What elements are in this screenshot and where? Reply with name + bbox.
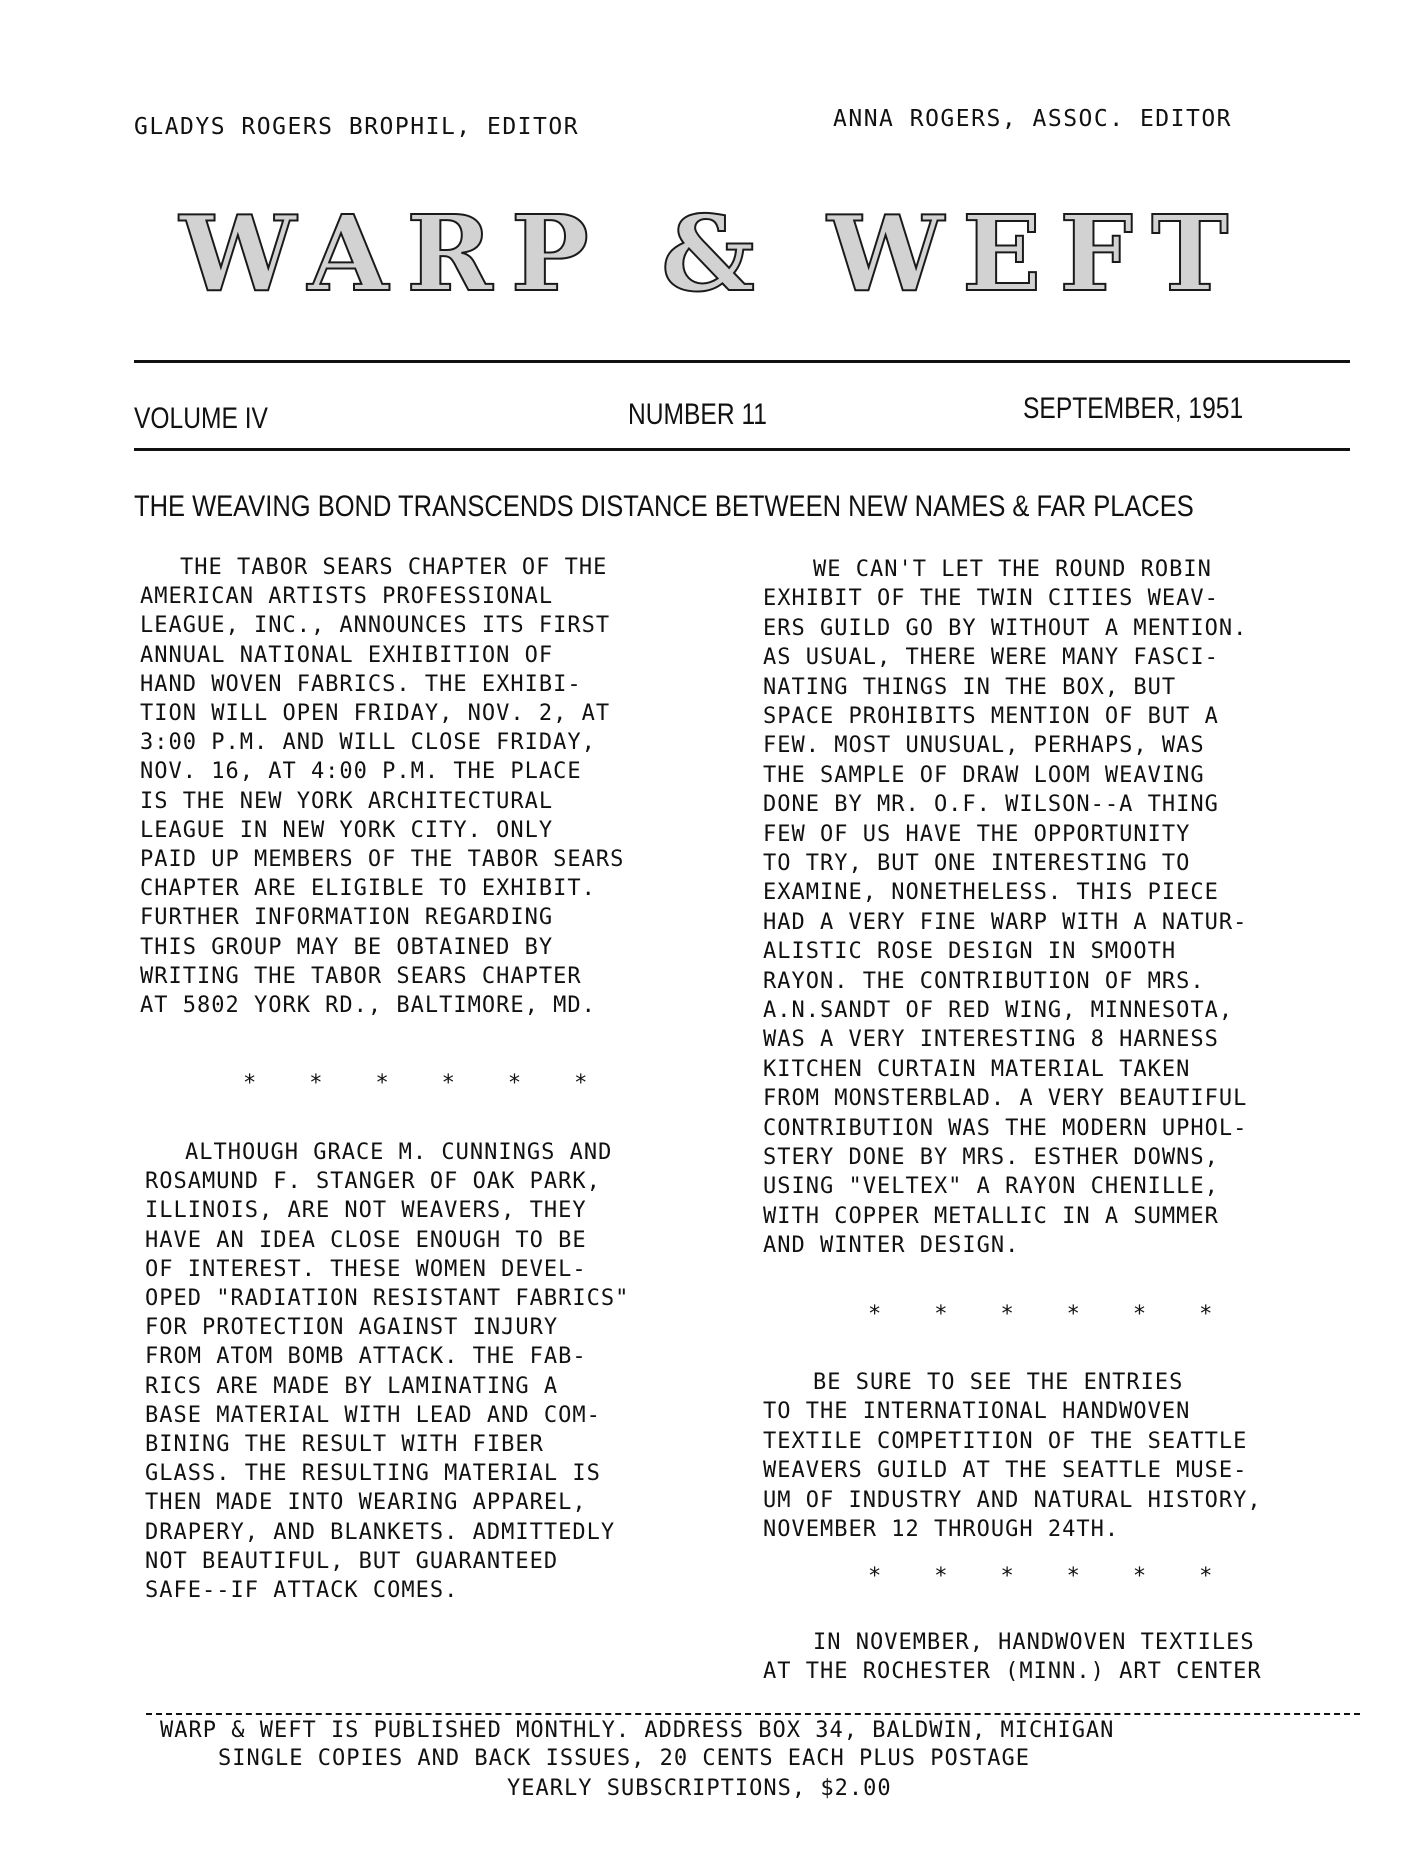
text-line: TION WILL OPEN FRIDAY, NOV. 2, AT [140, 701, 611, 726]
text-line: SAFE--IF ATTACK COMES. [145, 1578, 459, 1603]
text-line: IS THE NEW YORK ARCHITECTURAL [140, 788, 554, 814]
text-line: NOVEMBER 12 THROUGH 24TH. [763, 1517, 1120, 1542]
text-line: EXHIBIT OF THE TWIN CITIES WEAV- [763, 586, 1219, 612]
volume-label: VOLUME IV [134, 402, 268, 435]
text-line: HAVE AN IDEA CLOSE ENOUGH TO BE [145, 1227, 587, 1253]
separator-stars: * * * * * * [243, 1071, 588, 1096]
text-line: THE TABOR SEARS CHAPTER OF THE [180, 555, 608, 580]
text-line: PAID UP MEMBERS OF THE TABOR SEARS [140, 847, 625, 872]
text-line: FROM ATOM BOMB ATTACK. THE FAB- [145, 1344, 587, 1370]
text-line: AS USUAL, THERE WERE MANY FASCI- [763, 645, 1219, 671]
text-line: CONTRIBUTION WAS THE MODERN UPHOL- [763, 1115, 1248, 1141]
text-line: IN NOVEMBER, HANDWOVEN TEXTILES [813, 1630, 1255, 1655]
text-line: ERS GUILD GO BY WITHOUT A MENTION. [763, 615, 1248, 641]
text-line: OF INTEREST. THESE WOMEN DEVEL- [145, 1256, 587, 1282]
text-line: DRAPERY, AND BLANKETS. ADMITTEDLY [145, 1519, 616, 1545]
text-line: NOV. 16, AT 4:00 P.M. THE PLACE [140, 759, 582, 785]
text-line: A.N.SANDT OF RED WING, MINNESOTA, [763, 998, 1234, 1023]
text-line: CHAPTER ARE ELIGIBLE TO EXHIBIT. [140, 876, 596, 902]
tagline: THE WEAVING BOND TRANSCENDS DISTANCE BETWEEN NEW NAMES & FAR PLACES [134, 490, 1194, 523]
footer-rule [146, 1713, 1360, 1715]
masthead-title: WARP & WEFT [179, 192, 1247, 315]
text-line: HAD A VERY FINE WARP WITH A NATUR- [763, 909, 1248, 935]
text-line: WE CAN'T LET THE ROUND ROBIN [813, 557, 1212, 582]
text-line: NATING THINGS IN THE BOX, BUT [763, 674, 1177, 700]
separator-stars: * * * * * * [868, 1302, 1213, 1327]
text-line: THE SAMPLE OF DRAW LOOM WEAVING [763, 762, 1205, 788]
top-rule [134, 360, 1350, 363]
text-line: AND WINTER DESIGN. [763, 1233, 1020, 1259]
text-line: LEAGUE IN NEW YORK CITY. ONLY [140, 817, 554, 843]
text-line: TO THE INTERNATIONAL HANDWOVEN [763, 1399, 1191, 1425]
text-line: USING "VELTEX" A RAYON CHENILLE, [763, 1174, 1219, 1200]
text-line: WEAVERS GUILD AT THE SEATTLE MUSE- [763, 1458, 1248, 1484]
issue-rule [134, 448, 1350, 451]
issue-date: SEPTEMBER, 1951 [1023, 392, 1244, 425]
text-line: FROM MONSTERBLAD. A VERY BEAUTIFUL [763, 1086, 1248, 1112]
text-line: WITH COPPER METALLIC IN A SUMMER [763, 1203, 1219, 1229]
text-line: FURTHER INFORMATION REGARDING [140, 905, 554, 931]
text-line: UM OF INDUSTRY AND NATURAL HISTORY, [763, 1487, 1262, 1513]
text-line: HAND WOVEN FABRICS. THE EXHIBI- [140, 671, 582, 697]
text-line: BINING THE RESULT WITH FIBER [145, 1432, 544, 1457]
text-line: KITCHEN CURTAIN MATERIAL TAKEN [763, 1056, 1191, 1082]
editor-credit: GLADYS ROGERS BROPHIL, EDITOR [134, 114, 580, 140]
text-line: TO TRY, BUT ONE INTERESTING TO [763, 851, 1191, 876]
text-line: FOR PROTECTION AGAINST INJURY [145, 1315, 559, 1341]
text-line: EXAMINE, NONETHELESS. THIS PIECE [763, 880, 1219, 906]
text-line: FEW OF US HAVE THE OPPORTUNITY [763, 821, 1191, 847]
text-line: DONE BY MR. O.F. WILSON--A THING [763, 792, 1219, 818]
text-line: RAYON. THE CONTRIBUTION OF MRS. [763, 968, 1205, 994]
text-line: WAS A VERY INTERESTING 8 HARNESS [763, 1027, 1219, 1053]
text-line: ALTHOUGH GRACE M. CUNNINGS AND [185, 1140, 613, 1165]
text-line: ROSAMUND F. STANGER OF OAK PARK, [145, 1169, 601, 1195]
text-line: AMERICAN ARTISTS PROFESSIONAL [140, 584, 554, 610]
text-line: FEW. MOST UNUSUAL, PERHAPS, WAS [763, 733, 1205, 759]
text-line: SPACE PROHIBITS MENTION OF BUT A [763, 704, 1219, 729]
text-line: GLASS. THE RESULTING MATERIAL IS [145, 1461, 601, 1487]
text-line: NOT BEAUTIFUL, BUT GUARANTEED [145, 1548, 559, 1574]
text-line: AT 5802 YORK RD., BALTIMORE, MD. [140, 993, 596, 1018]
text-line: 3:00 P.M. AND WILL CLOSE FRIDAY, [140, 730, 596, 756]
text-line: ILLINOIS, ARE NOT WEAVERS, THEY [145, 1198, 587, 1224]
text-line: BE SURE TO SEE THE ENTRIES [813, 1370, 1184, 1395]
text-line: THIS GROUP MAY BE OBTAINED BY [140, 934, 554, 960]
separator-stars: * * * * * * [868, 1564, 1213, 1589]
footer-pricing-line: SINGLE COPIES AND BACK ISSUES, 20 CENTS EACH PLUS POSTAGE [218, 1746, 1030, 1771]
number-label: NUMBER 11 [628, 398, 767, 431]
text-line: OPED "RADIATION RESISTANT FABRICS" [145, 1286, 630, 1311]
text-line: STERY DONE BY MRS. ESTHER DOWNS, [763, 1145, 1219, 1170]
text-line: LEAGUE, INC., ANNOUNCES ITS FIRST [140, 613, 611, 639]
text-line: ANNUAL NATIONAL EXHIBITION OF [140, 642, 554, 668]
footer-subscription-line: YEARLY SUBSCRIPTIONS, $2.00 [507, 1776, 892, 1801]
text-line: WRITING THE TABOR SEARS CHAPTER [140, 963, 582, 989]
text-line: TEXTILE COMPETITION OF THE SEATTLE [763, 1428, 1248, 1454]
text-line: ALISTIC ROSE DESIGN IN SMOOTH [763, 939, 1177, 965]
footer-publication-line: WARP & WEFT IS PUBLISHED MONTHLY. ADDRESS BOX 34, BALDWIN, MICHIGAN [160, 1718, 1115, 1743]
text-line: BASE MATERIAL WITH LEAD AND COM- [145, 1402, 601, 1428]
text-line: AT THE ROCHESTER (MINN.) ART CENTER [763, 1659, 1262, 1685]
text-line: THEN MADE INTO WEARING APPAREL, [145, 1490, 587, 1516]
assoc-editor-credit: ANNA ROGERS, ASSOC. EDITOR [833, 106, 1233, 132]
text-line: RICS ARE MADE BY LAMINATING A [145, 1373, 559, 1399]
